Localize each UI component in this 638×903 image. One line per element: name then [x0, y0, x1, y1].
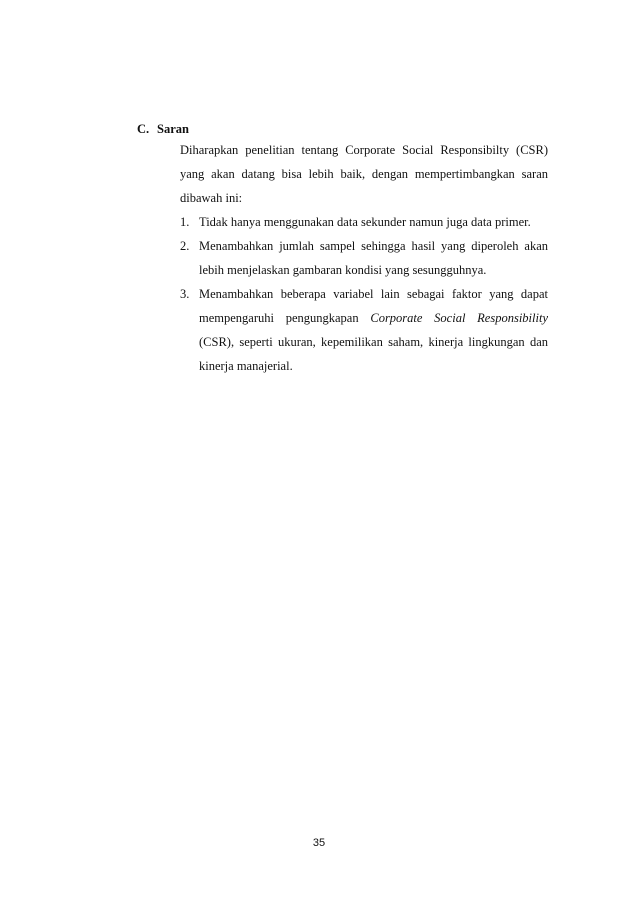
list-item-number: 3.: [180, 287, 190, 301]
page-number: 35: [312, 837, 326, 849]
section-title: Saran: [157, 122, 189, 136]
list-item-text: Tidak hanya menggunakan data sekunder namun juga data primer.: [199, 215, 531, 229]
list-item-number: 1.: [180, 215, 190, 229]
suggestion-list: [180, 210, 548, 378]
list-item: [180, 282, 548, 378]
list-item-number: 2.: [180, 239, 190, 253]
list-item: [180, 234, 548, 282]
list-item-text-after: (CSR), seperti ukuran, kepemilikan saham, kinerja lingkungan dan kinerja manajerial.: [199, 335, 548, 373]
section-heading: [137, 120, 189, 138]
list-item: [180, 210, 548, 234]
intro-paragraph: Diharapkan penelitian tentang Corporate Social Responsibilty (CSR) yang akan datang bisa lebih baik, dengan mempertimbangkan saran dibawah ini:: [180, 143, 548, 205]
list-item-text: Menambahkan jumlah sampel sehingga hasil yang diperoleh akan lebih menjelaskan gambaran kondisi yang sesungguhnya.: [199, 239, 548, 277]
list-item-text-before: Menambahkan beberapa variabel lain sebagai faktor yang dapat mempengaruhi pengungkapan: [199, 287, 548, 325]
list-item-italic-term: Corporate Social Responsibility: [370, 311, 548, 325]
section-letter: C.: [137, 122, 150, 136]
